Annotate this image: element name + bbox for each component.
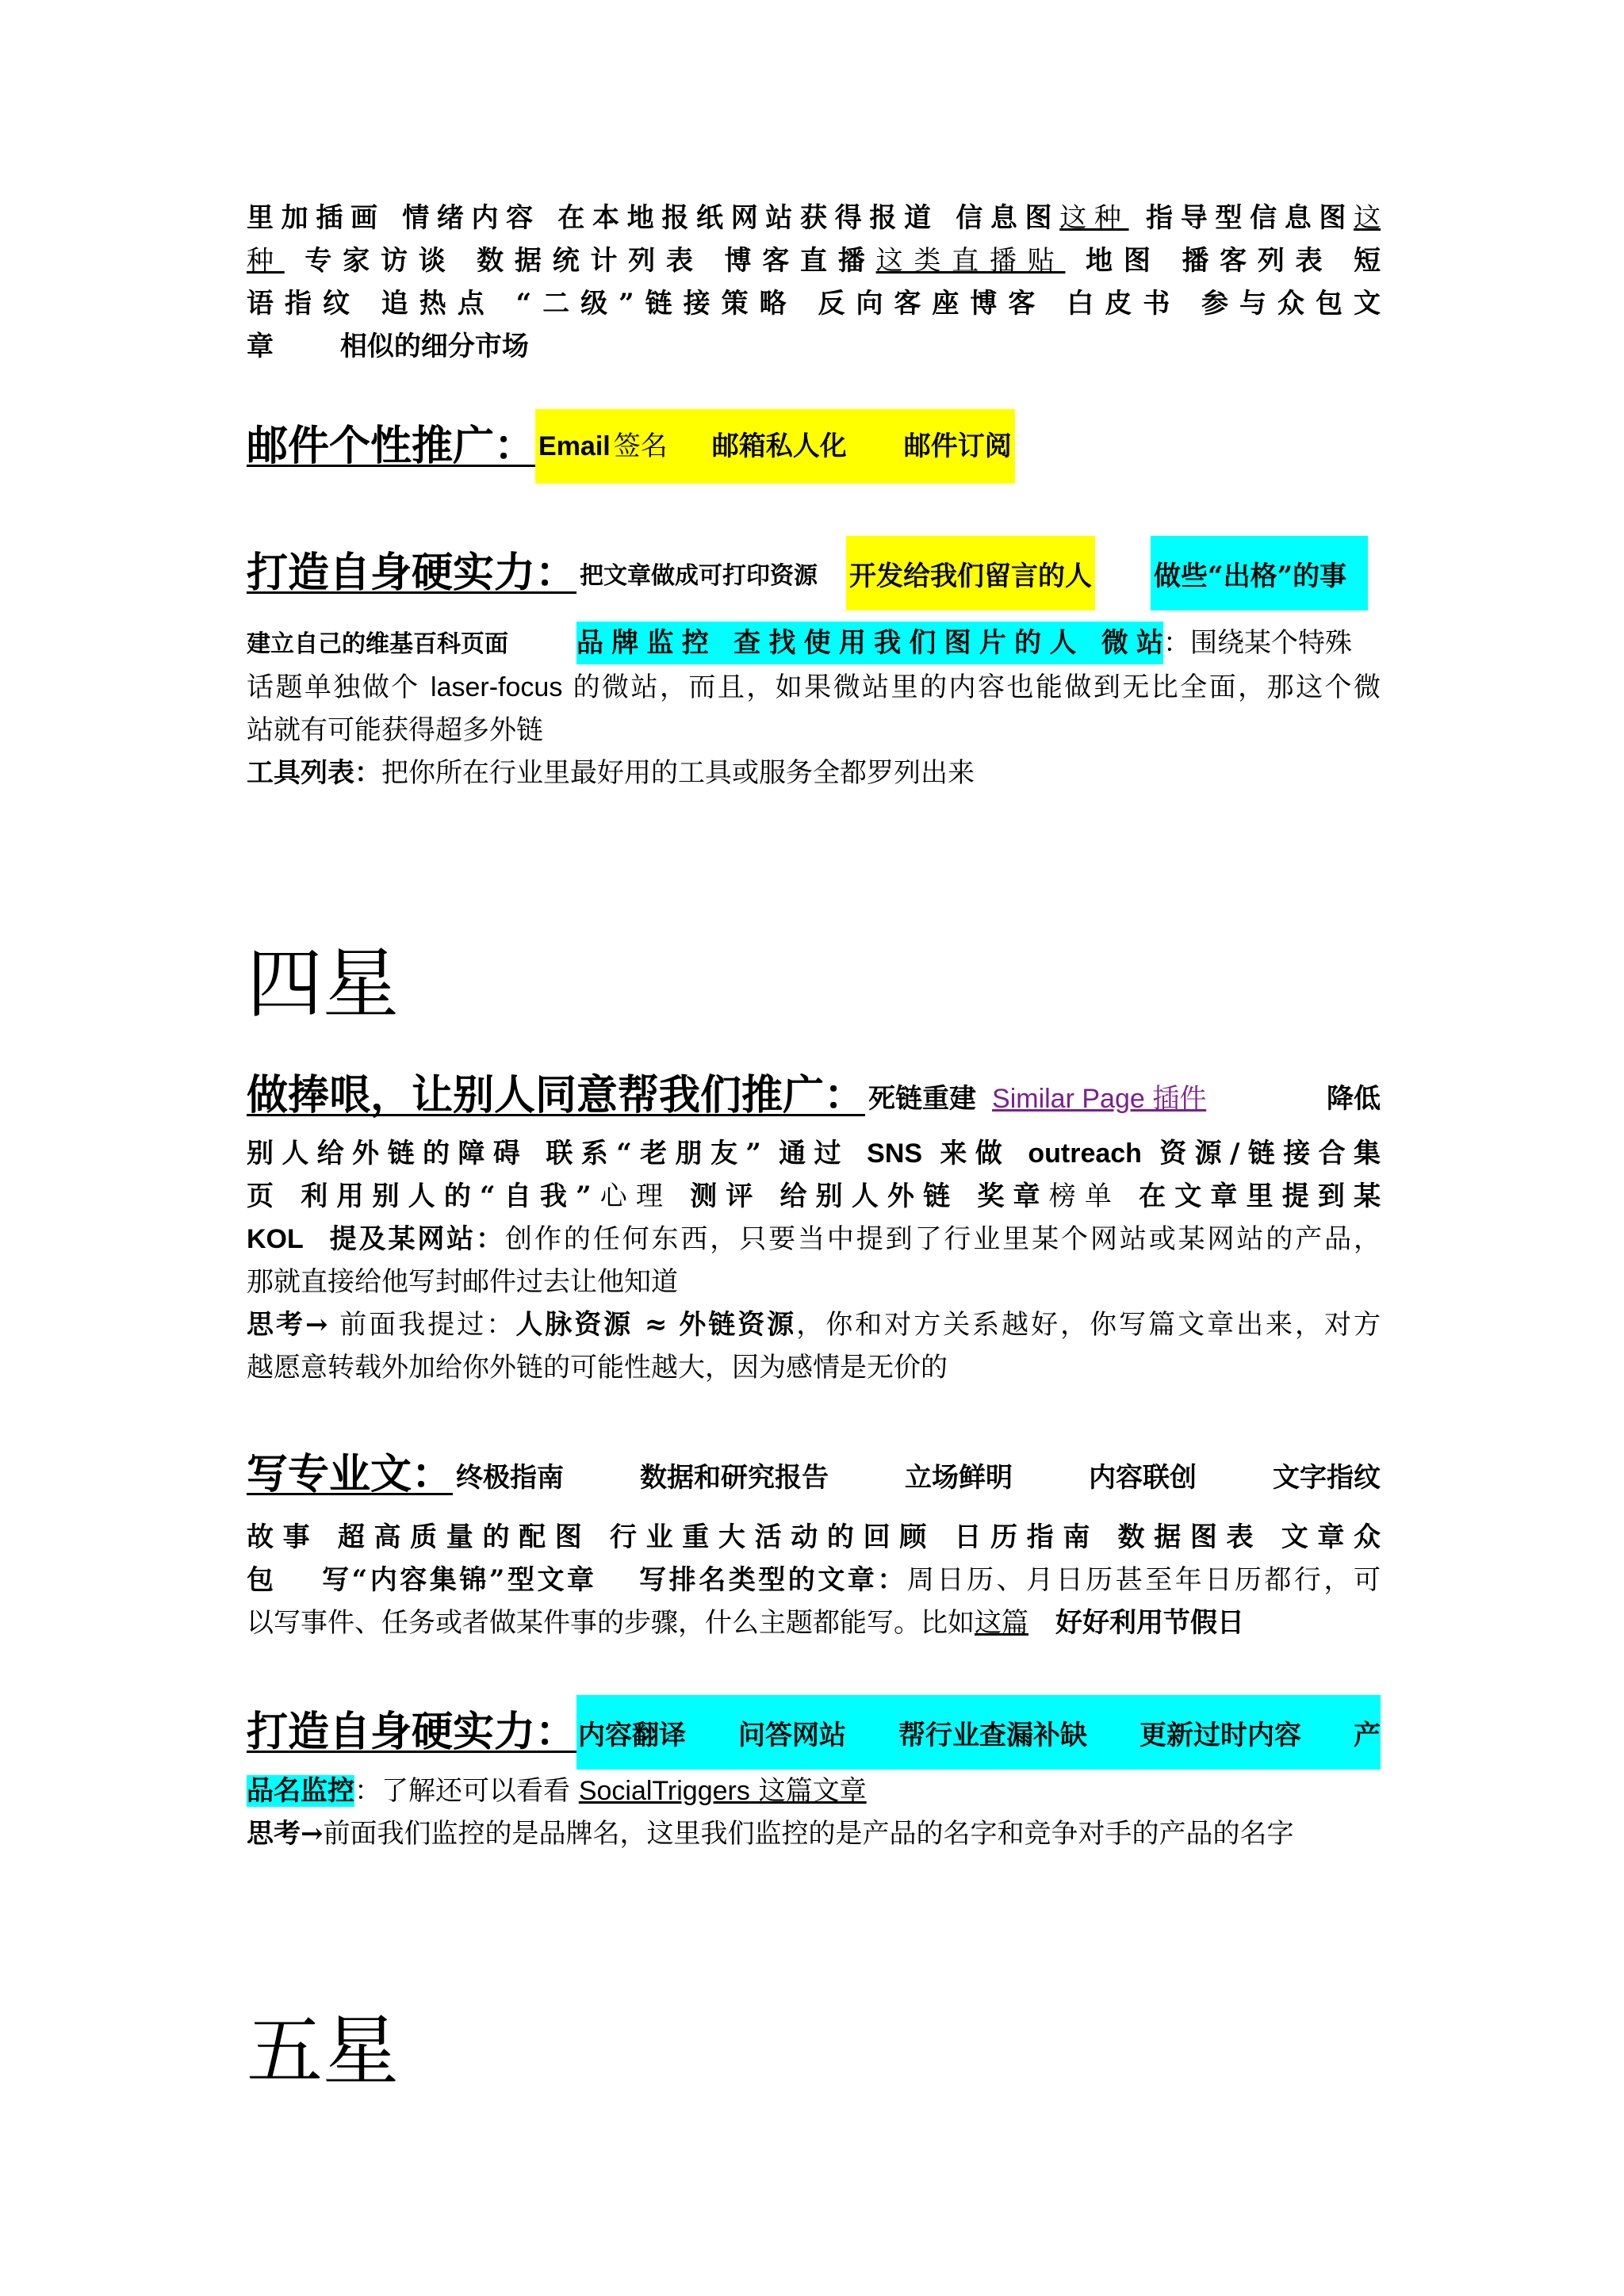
- five-star-title: 五星: [247, 2007, 399, 2095]
- text-line: [247, 239, 1381, 282]
- highlight-cyan: 做些“出格”的事: [1151, 536, 1368, 610]
- text-line: [247, 1132, 1381, 1175]
- hard-power-heading-2: [247, 1695, 1381, 1770]
- text: 测评: [690, 1181, 762, 1212]
- text: 终极指南: [456, 1461, 565, 1494]
- article-link[interactable]: 这篇文章: [749, 1775, 867, 1807]
- text: 立场鲜明: [904, 1461, 1013, 1494]
- text: outreach: [1028, 1138, 1142, 1169]
- text: 里加插画: [247, 202, 385, 234]
- text: 专家访谈: [304, 245, 457, 277]
- text-line: 站就有可能获得超多外链: [247, 714, 543, 746]
- text: 相似的细分市场: [339, 331, 529, 362]
- text: 把你所在行业里最好用的工具或服务全都罗列出来: [381, 757, 975, 789]
- text-line: [247, 666, 1381, 709]
- text: 反向客座博客: [818, 288, 1047, 320]
- text-line: [247, 1218, 1381, 1261]
- text: 在本地报纸网站获得报道: [557, 202, 939, 234]
- text-line: [247, 1559, 1381, 1601]
- text: 前面我提过：: [339, 1309, 516, 1341]
- text: 页: [247, 1181, 283, 1212]
- text: 更新过时内容: [1139, 1719, 1301, 1751]
- link[interactable]: 这类直播贴: [875, 245, 1066, 277]
- paragraph-content-types: [247, 197, 1381, 368]
- text-line: [247, 1601, 1381, 1644]
- text-line: [247, 622, 1381, 666]
- text: 日历指南: [954, 1521, 1100, 1553]
- text: 查找使用我们图片的人: [733, 627, 1085, 659]
- text-line: [247, 752, 1381, 794]
- text: 内容翻译: [578, 1719, 687, 1751]
- text: KOL: [247, 1224, 304, 1254]
- text: 文字指纹: [1272, 1461, 1381, 1494]
- text: 语指纹: [247, 288, 361, 320]
- text: 产: [1353, 1719, 1381, 1751]
- link[interactable]: 这: [1354, 202, 1381, 234]
- text: ≈: [633, 1309, 680, 1341]
- text-line: 越愿意转载外加给你外链的可能性越大，因为感情是无价的: [247, 1352, 948, 1383]
- text: Email: [538, 431, 611, 461]
- text-line: [247, 1812, 1381, 1855]
- hard-power-heading-1: [247, 536, 1381, 610]
- heading-items: [456, 1456, 1381, 1494]
- text: 前面我们监控的是品牌名，这里我们监控的是产品的名字和竞争对手的产品的名字: [323, 1818, 1294, 1850]
- text: 创作的任何东西，只要当中提到了行业里某个网站或某网站的产品，: [505, 1223, 1381, 1255]
- text: 资源/链接合集: [1159, 1138, 1381, 1169]
- text: 在文章里提到某: [1139, 1181, 1381, 1212]
- text: 降低: [1327, 1082, 1381, 1115]
- text: ：了解还可以看看: [354, 1775, 579, 1807]
- text: 写“内容集锦”型文章: [319, 1564, 597, 1596]
- text: 奖章: [977, 1181, 1049, 1212]
- text: 博客直播: [724, 245, 876, 277]
- text: 信息图: [956, 202, 1060, 234]
- pro-writing-body: [247, 1516, 1381, 1644]
- text: 话题单独做个: [247, 672, 431, 703]
- text: 签名: [613, 430, 668, 462]
- text: 提及某网站：: [327, 1223, 506, 1255]
- text: 文章众: [1281, 1521, 1381, 1553]
- text: 行业重大活动的回顾: [609, 1521, 936, 1553]
- text: 邮箱私人化: [711, 430, 847, 462]
- text-line: [247, 1770, 1381, 1812]
- hard-power-body-1: [247, 622, 1381, 794]
- text: 来做: [922, 1138, 1028, 1169]
- text: 以写事件、任务或者做某件事的步骤，什么主题都能写。比如: [247, 1607, 975, 1639]
- text: laser-focus: [431, 672, 563, 702]
- text: 工具列表：: [247, 757, 381, 789]
- text: 微站: [1101, 627, 1164, 659]
- text-line: [247, 282, 1381, 325]
- text: 好好利用节假日: [1055, 1607, 1244, 1639]
- text: 通过: [779, 1138, 868, 1169]
- text: 情绪内容: [402, 202, 541, 234]
- text: 思考→: [247, 1818, 324, 1850]
- text: SNS: [867, 1138, 923, 1169]
- text: ：围绕某个特殊: [1163, 627, 1352, 659]
- text: 把文章做成可打印资源: [580, 562, 818, 590]
- text: 周日历、月日历甚至年日历都行，可: [906, 1564, 1381, 1596]
- text: 死链重建: [868, 1082, 977, 1115]
- highlight-cyan: 品名监控: [247, 1775, 354, 1807]
- text: 榜单: [1048, 1181, 1121, 1212]
- text: 建立自己的维基百科页面: [247, 630, 508, 658]
- text-line: [247, 197, 1381, 239]
- email-section-heading: [247, 409, 1381, 484]
- this-article-link[interactable]: 这篇: [975, 1607, 1028, 1639]
- section-heading: 做捧哏，让别人同意帮我们推广：: [247, 1071, 866, 1119]
- text: 章: [247, 331, 274, 362]
- text: 给别人外链: [779, 1181, 959, 1212]
- section-heading: 打造自身硬实力：: [247, 549, 577, 597]
- text-line: [247, 1303, 1381, 1346]
- text: 外链资源: [679, 1309, 797, 1341]
- section-heading: 打造自身硬实力：: [247, 1708, 577, 1756]
- hard-power-body-2: [247, 1770, 1381, 1855]
- text: 邮件订阅: [903, 430, 1012, 462]
- text-line: [247, 325, 1381, 368]
- highlight-yellow: [535, 409, 1015, 484]
- text: 别人给外链的障碍: [247, 1138, 529, 1169]
- text: 利用别人的“自我”: [301, 1181, 592, 1212]
- text: 心理: [591, 1181, 672, 1212]
- text: 指导型信息图: [1146, 202, 1354, 234]
- text: 的微站，而且，如果微站里的内容也能做到无比全面，那这个微: [562, 672, 1381, 703]
- text: “二级”链接策略: [515, 288, 798, 320]
- pro-writing-heading: [247, 1451, 1381, 1498]
- text: 数据和研究报告: [640, 1461, 829, 1494]
- text: 地图: [1086, 245, 1162, 277]
- text: 内容联创: [1088, 1461, 1197, 1494]
- text: 数据统计列表: [477, 245, 704, 277]
- link[interactable]: 种: [247, 245, 285, 277]
- text: 联系“老朋友”: [546, 1138, 761, 1169]
- text: 帮行业查漏补缺: [898, 1719, 1087, 1751]
- highlight-cyan: [576, 1695, 1381, 1770]
- text: 数据图表: [1117, 1521, 1263, 1553]
- text: 品牌监控: [576, 627, 718, 659]
- link[interactable]: 这种: [1059, 202, 1129, 234]
- text-line: [247, 1516, 1381, 1559]
- text-line: 那就直接给他写封邮件过去让他知道: [247, 1266, 678, 1298]
- text: 故事: [247, 1521, 320, 1553]
- text: 短: [1354, 245, 1381, 277]
- text: 包: [247, 1564, 277, 1596]
- five-star-title-block: [247, 2007, 1381, 2095]
- text: 写排名类型的文章：: [636, 1564, 907, 1596]
- four-star-body: [247, 1132, 1381, 1389]
- text: 问答网站: [738, 1719, 846, 1751]
- section-heading: 写专业文：: [247, 1450, 454, 1498]
- section-heading: 邮件个性推广：: [247, 422, 536, 470]
- text-line: [247, 1175, 1381, 1218]
- text: 参与众包文: [1201, 288, 1381, 320]
- highlight-yellow: 开发给我们留言的人: [846, 536, 1095, 610]
- text: 白皮书: [1067, 288, 1182, 320]
- text: 追热点: [381, 288, 496, 320]
- text: 人脉资源: [515, 1309, 634, 1341]
- text: 超高质量的配图: [337, 1521, 592, 1553]
- text: 思考→: [247, 1309, 340, 1341]
- four-star-heading: [247, 1072, 1381, 1119]
- text: 播客列表: [1182, 245, 1334, 277]
- similar-page-plugin-link[interactable]: Similar Page 插件: [992, 1083, 1207, 1114]
- socialtriggers-link[interactable]: SocialTriggers: [578, 1776, 750, 1806]
- text: ，你和对方关系越好，你写篇文章出来，对方: [796, 1309, 1381, 1341]
- four-star-title-block: [247, 940, 1381, 1027]
- four-star-title: 四星: [247, 939, 399, 1028]
